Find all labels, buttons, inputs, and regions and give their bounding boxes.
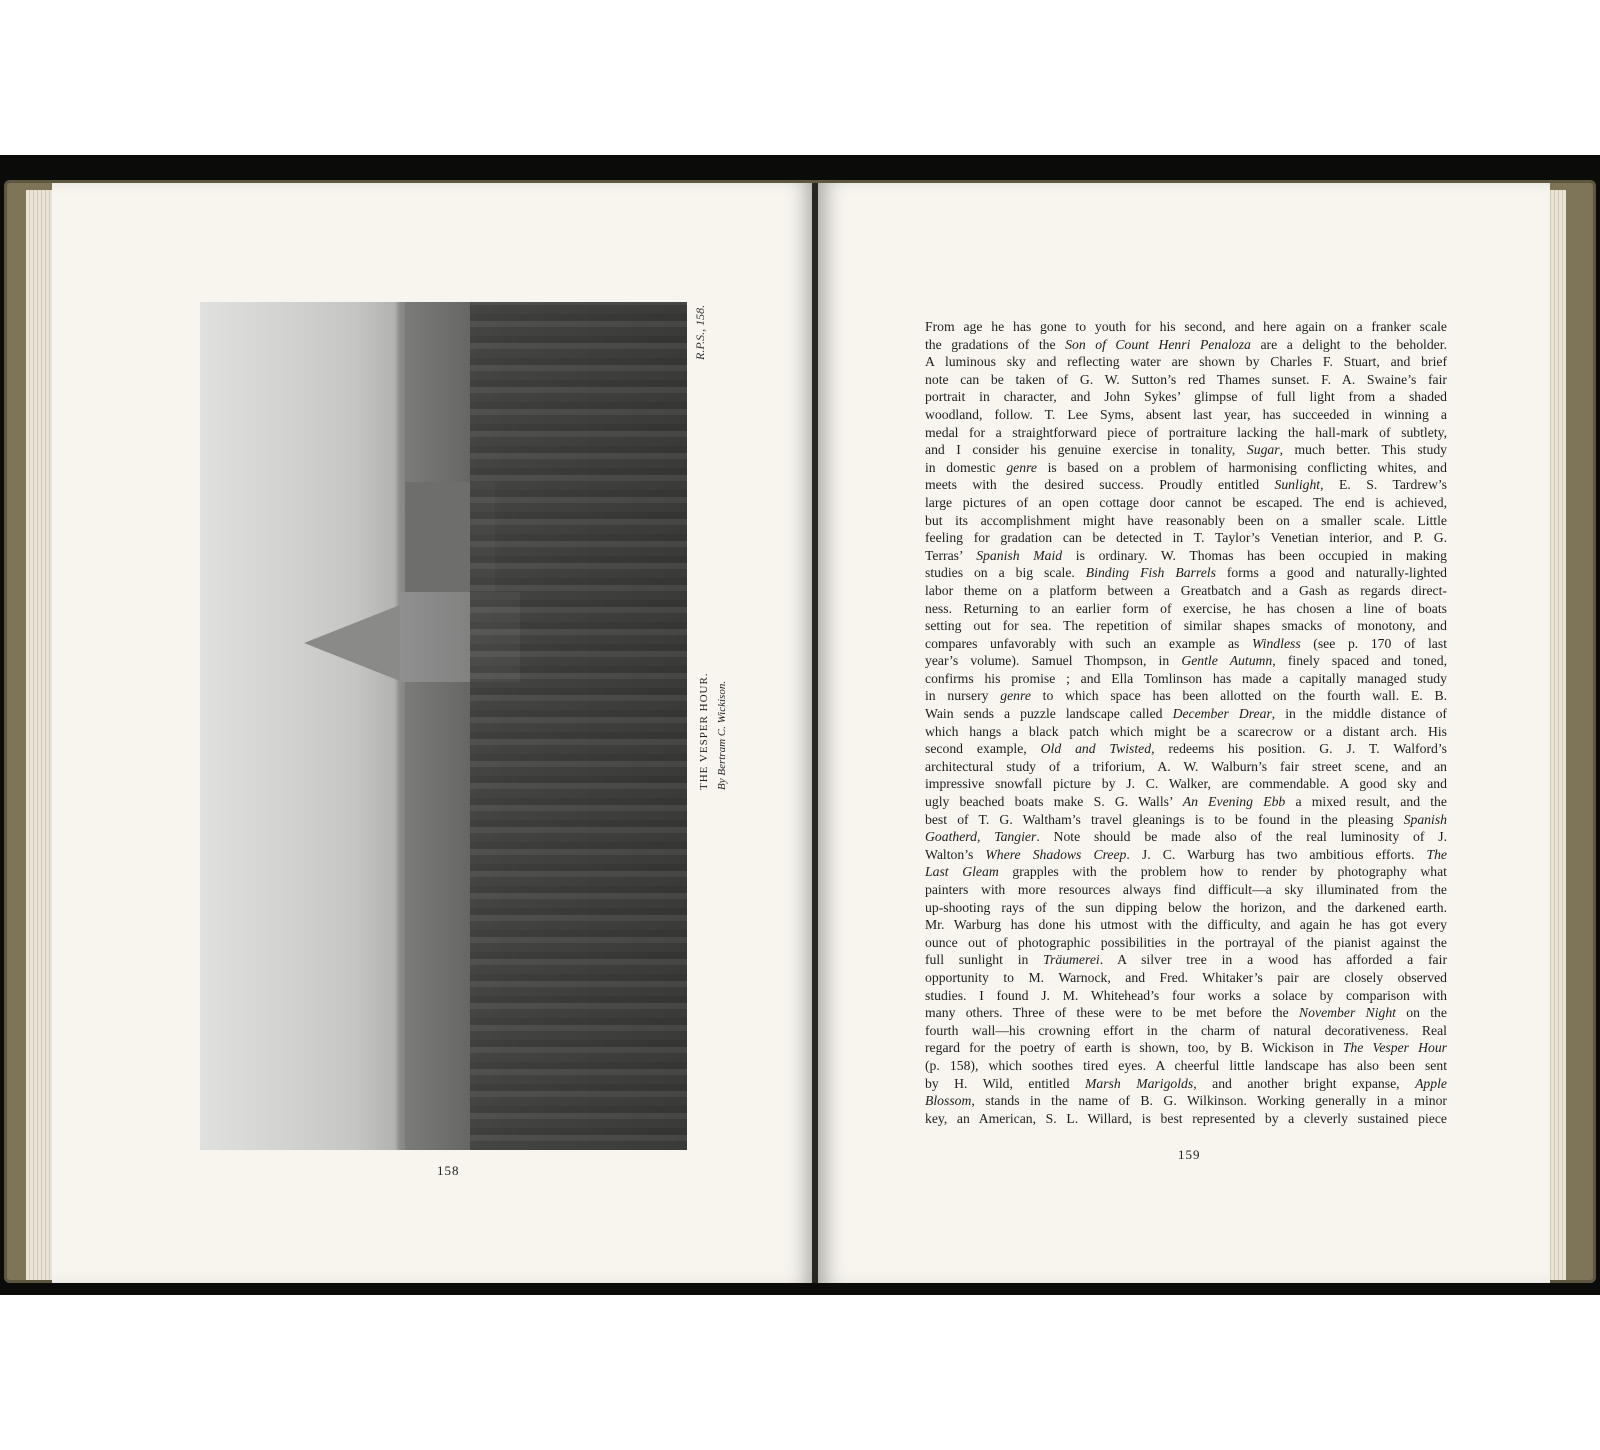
text-line: up-shooting rays of the sun dipping below the horizon, and the darkened earth.	[925, 899, 1447, 915]
text-line: best of T. G. Waltham’s travel gleanings is to be found in the pleasing Spanish	[925, 811, 1447, 827]
text-line: large pictures of an open cottage door cannot be escaped. The end is achieved,	[925, 494, 1447, 510]
text-line: the gradations of the Son of Count Henri Penaloza are a delight to the beholder.	[925, 336, 1447, 352]
text-line: Blossom, stands in the name of B. G. Wilkinson. Working generally in a minor	[925, 1093, 1447, 1109]
text-line: architectural study of a triforium, A. W. Walburn’s fair street scene, and an	[925, 758, 1447, 774]
text-line: setting out for sea. The repetition of similar shapes smacks of monotony, and	[925, 618, 1447, 634]
text-line: and I consider his genuine exercise in tonality, Sugar, much better. This study	[925, 442, 1448, 458]
text-line: confirms his promise ; and Ella Tomlinson has made a capitally managed study	[925, 670, 1447, 686]
text-line: key, an American, S. L. Willard, is best represented by a cleverly sustained piece	[925, 1110, 1447, 1126]
text-line: ounce out of photographic possibilities in the portrayal of the pianist against the	[925, 934, 1447, 950]
text-line: year’s volume). Samuel Thompson, in Gentle Autumn, finely spaced and toned,	[925, 653, 1447, 669]
text-line: by H. Wild, entitled Marsh Marigolds, and another bright expanse, Apple	[925, 1075, 1447, 1091]
text-line: compares unfavorably with such an example as Windless (see p. 170 of last	[925, 635, 1447, 651]
plate-caption-title: THE VESPER HOUR.	[698, 672, 710, 790]
text-line: A luminous sky and reflecting water are shown by Charles F. Stuart, and brief	[925, 354, 1447, 370]
text-line: Wain sends a puzzle landscape called December Drear, in the middle distance of	[925, 706, 1447, 722]
text-line: Goatherd, Tangier. Note should be made also of the real luminosity of J.	[925, 829, 1447, 845]
text-line: woodland, follow. T. Lee Syms, absent last year, has succeeded in winning a	[925, 406, 1447, 422]
text-line: in nursery genre to which space has been allotted on the fourth wall. E. B.	[925, 688, 1447, 704]
photo-trees	[470, 302, 687, 1150]
page-number-right: 159	[1178, 1147, 1201, 1162]
text-line: full sunlight in Träumerei. A silver tree in a wood has afforded a fair	[925, 952, 1447, 968]
plate-reference: R.P.S., 158.	[693, 304, 707, 360]
text-line: painters with more resources always find difficult—a sky illuminated from the	[925, 882, 1447, 897]
text-line: impressive snowfall picture by J. C. Walker, are commendable. A good sky and	[925, 776, 1447, 792]
text-line: in domestic genre is based on a problem of harmonising conflicting whites, and	[925, 459, 1447, 475]
text-line: many others. Three of these were to be met before the November Night on the	[925, 1005, 1447, 1021]
text-line: second example, Old and Twisted, redeems his position. G. J. T. Walford’s	[925, 741, 1447, 757]
text-line: From age he has gone to youth for his second, and here again on a franker scale	[925, 319, 1447, 334]
text-line: Walton’s Where Shadows Creep. J. C. Warburg has two ambitious efforts. The	[925, 846, 1447, 862]
text-line: meets with the desired success. Proudly entitled Sunlight, E. S. Tardrew’s	[925, 477, 1447, 493]
plate-photograph	[200, 302, 687, 1150]
text-line: ugly beached boats make S. G. Walls’ An Evening Ebb a mixed result, and the	[925, 794, 1447, 810]
text-line: but its accomplishment might have reasonably been on a smaller scale. Little	[925, 512, 1447, 528]
body-text	[925, 318, 1447, 1127]
page-edges-left	[26, 190, 54, 1280]
text-line: regard for the poetry of earth is shown, too, by B. Wickison in The Vesper Hour	[925, 1040, 1447, 1056]
text-line: Last Gleam grapples with the problem how to render by photography what	[925, 864, 1447, 880]
text-line: medal for a straightforward piece of portraiture lacking the hall-mark of subtlety,	[925, 424, 1447, 440]
text-line: (p. 158), which soothes tired eyes. A cheerful little landscape has also been sent	[925, 1057, 1447, 1073]
plate-caption-author: By Bertram C. Wickison.	[716, 680, 728, 790]
text-line: portrait in character, and John Sykes’ glimpse of full light from a shaded	[925, 389, 1447, 405]
text-line: note can be taken of G. W. Sutton’s red Thames sunset. F. A. Swaine’s fair	[925, 371, 1447, 387]
text-line: Terras’ Spanish Maid is ordinary. W. Thomas has been occupied in making	[925, 547, 1447, 563]
text-line: studies. I found J. M. Whitehead’s four works a solace by comparison with	[925, 987, 1447, 1003]
photo-church-spire	[304, 605, 400, 681]
text-line: studies on a big scale. Binding Fish Barrels forms a good and naturally-lighted	[925, 565, 1447, 581]
text-line: feeling for gradation can be detected in T. Taylor’s Venetian interior, and P. G.	[925, 530, 1447, 546]
text-line: labor theme on a platform between a Greatbatch and a Gash as regards direct-	[925, 582, 1447, 598]
text-line: which hangs a black patch which might be a scarecrow or a distant arch. His	[925, 723, 1447, 739]
page-number-left: 158	[437, 1163, 460, 1178]
text-line: opportunity to M. Warnock, and Fred. Whitaker’s pair are closely observed	[925, 969, 1447, 985]
text-line: ness. Returning to an earlier form of exercise, he has chosen a line of boats	[925, 600, 1447, 616]
text-line: fourth wall—his crowning effort in the charm of natural decorativeness. Real	[925, 1022, 1447, 1038]
text-line: Mr. Warburg has done his utmost with the difficulty, and again he has got every	[925, 917, 1447, 933]
